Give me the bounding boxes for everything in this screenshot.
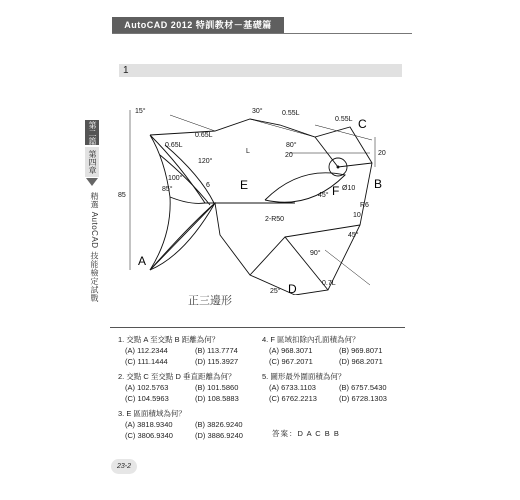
option: (C) 967.2071 <box>269 357 313 366</box>
option: (A) 102.5763 <box>125 383 169 392</box>
option: (C) 3806.9340 <box>125 431 173 440</box>
dim-label: 0.7L <box>322 280 336 287</box>
fan-shape <box>150 135 215 270</box>
point-label-d: D <box>288 282 297 295</box>
question-2 <box>118 371 265 404</box>
question-text: 1. 交點 A 至交點 B 距離為何？ <box>118 335 220 344</box>
dim-label: 85° <box>162 186 173 193</box>
option: (D) 108.5883 <box>195 394 239 403</box>
option: (A) 112.2344 <box>125 346 168 355</box>
question-text: 5. 圖形最外圍面積為何？ <box>262 372 346 381</box>
dim-label: 20 <box>285 152 293 159</box>
point-label-b: B <box>374 177 383 191</box>
point-label-c: C <box>358 117 367 131</box>
triangle-icon <box>86 178 98 186</box>
option: (A) 968.3071 <box>269 346 313 355</box>
option: (A) 3818.9340 <box>125 420 173 429</box>
dim-label: 25° <box>270 288 281 295</box>
option: (B) 969.8071 <box>339 346 383 355</box>
option: (D) 3886.9240 <box>195 431 243 440</box>
option: (B) 3826.9240 <box>195 420 243 429</box>
dim-label: 6 <box>206 182 210 189</box>
drawing-caption: 正三邊形 <box>188 294 232 307</box>
dim-label: R6 <box>360 202 369 209</box>
question-text: 4. F 區域扣除內孔面積為何？ <box>262 335 360 344</box>
question-3 <box>118 408 265 441</box>
divider <box>110 327 405 328</box>
dim-label: Ø10 <box>342 185 356 192</box>
dim-label: 85 <box>118 192 126 199</box>
point-label-f: F <box>332 184 340 198</box>
dim-label: 2-R50 <box>265 216 285 223</box>
option: (D) 968.2071 <box>339 357 383 366</box>
dim-label: 0.65L <box>195 132 213 139</box>
dim-label: 0.55L <box>335 116 353 123</box>
section-number: 1 <box>123 65 129 76</box>
option: (B) 6757.5430 <box>339 383 387 392</box>
option: (B) 113.7774 <box>195 346 238 355</box>
dim-label: 80° <box>286 142 297 149</box>
dim-label: 10 <box>353 212 361 219</box>
question-text: 2. 交點 C 至交點 D 垂直距離為何？ <box>118 372 236 381</box>
dim-label: 20 <box>378 150 386 157</box>
side-tab-title: 精選 AutoCAD 技能檢定試戰 <box>90 192 99 303</box>
page-number: 23-2 <box>111 459 137 474</box>
dim-label: 100° <box>168 175 183 182</box>
cad-drawing <box>110 85 410 295</box>
option: (C) 111.1444 <box>125 357 168 366</box>
question-text: 3. E 區面積域為何？ <box>118 409 186 418</box>
point-label-a: A <box>138 254 147 268</box>
dim-label: 120° <box>198 158 213 165</box>
dim-label: 45° <box>318 192 329 199</box>
option: (D) 115.3927 <box>195 357 239 366</box>
dim-label: 90° <box>310 250 321 257</box>
side-tab-part: 第二篇 <box>85 120 99 145</box>
option: (C) 6762.2213 <box>269 394 317 403</box>
dim-label: 0.65L <box>165 142 183 149</box>
option: (C) 104.5963 <box>125 394 169 403</box>
dimension-labels <box>118 107 386 295</box>
question-4 <box>262 334 409 367</box>
question-1 <box>118 334 265 367</box>
outline <box>150 119 372 295</box>
side-tab-chapter: 第四章 <box>85 147 99 177</box>
dim-label: 45° <box>348 232 359 239</box>
option: (D) 6728.1303 <box>339 394 387 403</box>
dim-label: L <box>246 148 250 155</box>
answer-key: 答案：D A C B B <box>272 429 340 438</box>
point-label-e: E <box>240 178 249 192</box>
option: (A) 6733.1103 <box>269 383 316 392</box>
section-bar <box>119 64 402 77</box>
question-5 <box>262 371 409 404</box>
dim-label: 30° <box>252 108 263 115</box>
option: (B) 101.5860 <box>195 383 239 392</box>
dim-label: 15° <box>135 108 146 115</box>
dim-label: 0.55L <box>282 110 300 117</box>
book-header: AutoCAD 2012 特訓教材－基礎篇 <box>112 17 284 33</box>
header-rule <box>112 33 412 34</box>
